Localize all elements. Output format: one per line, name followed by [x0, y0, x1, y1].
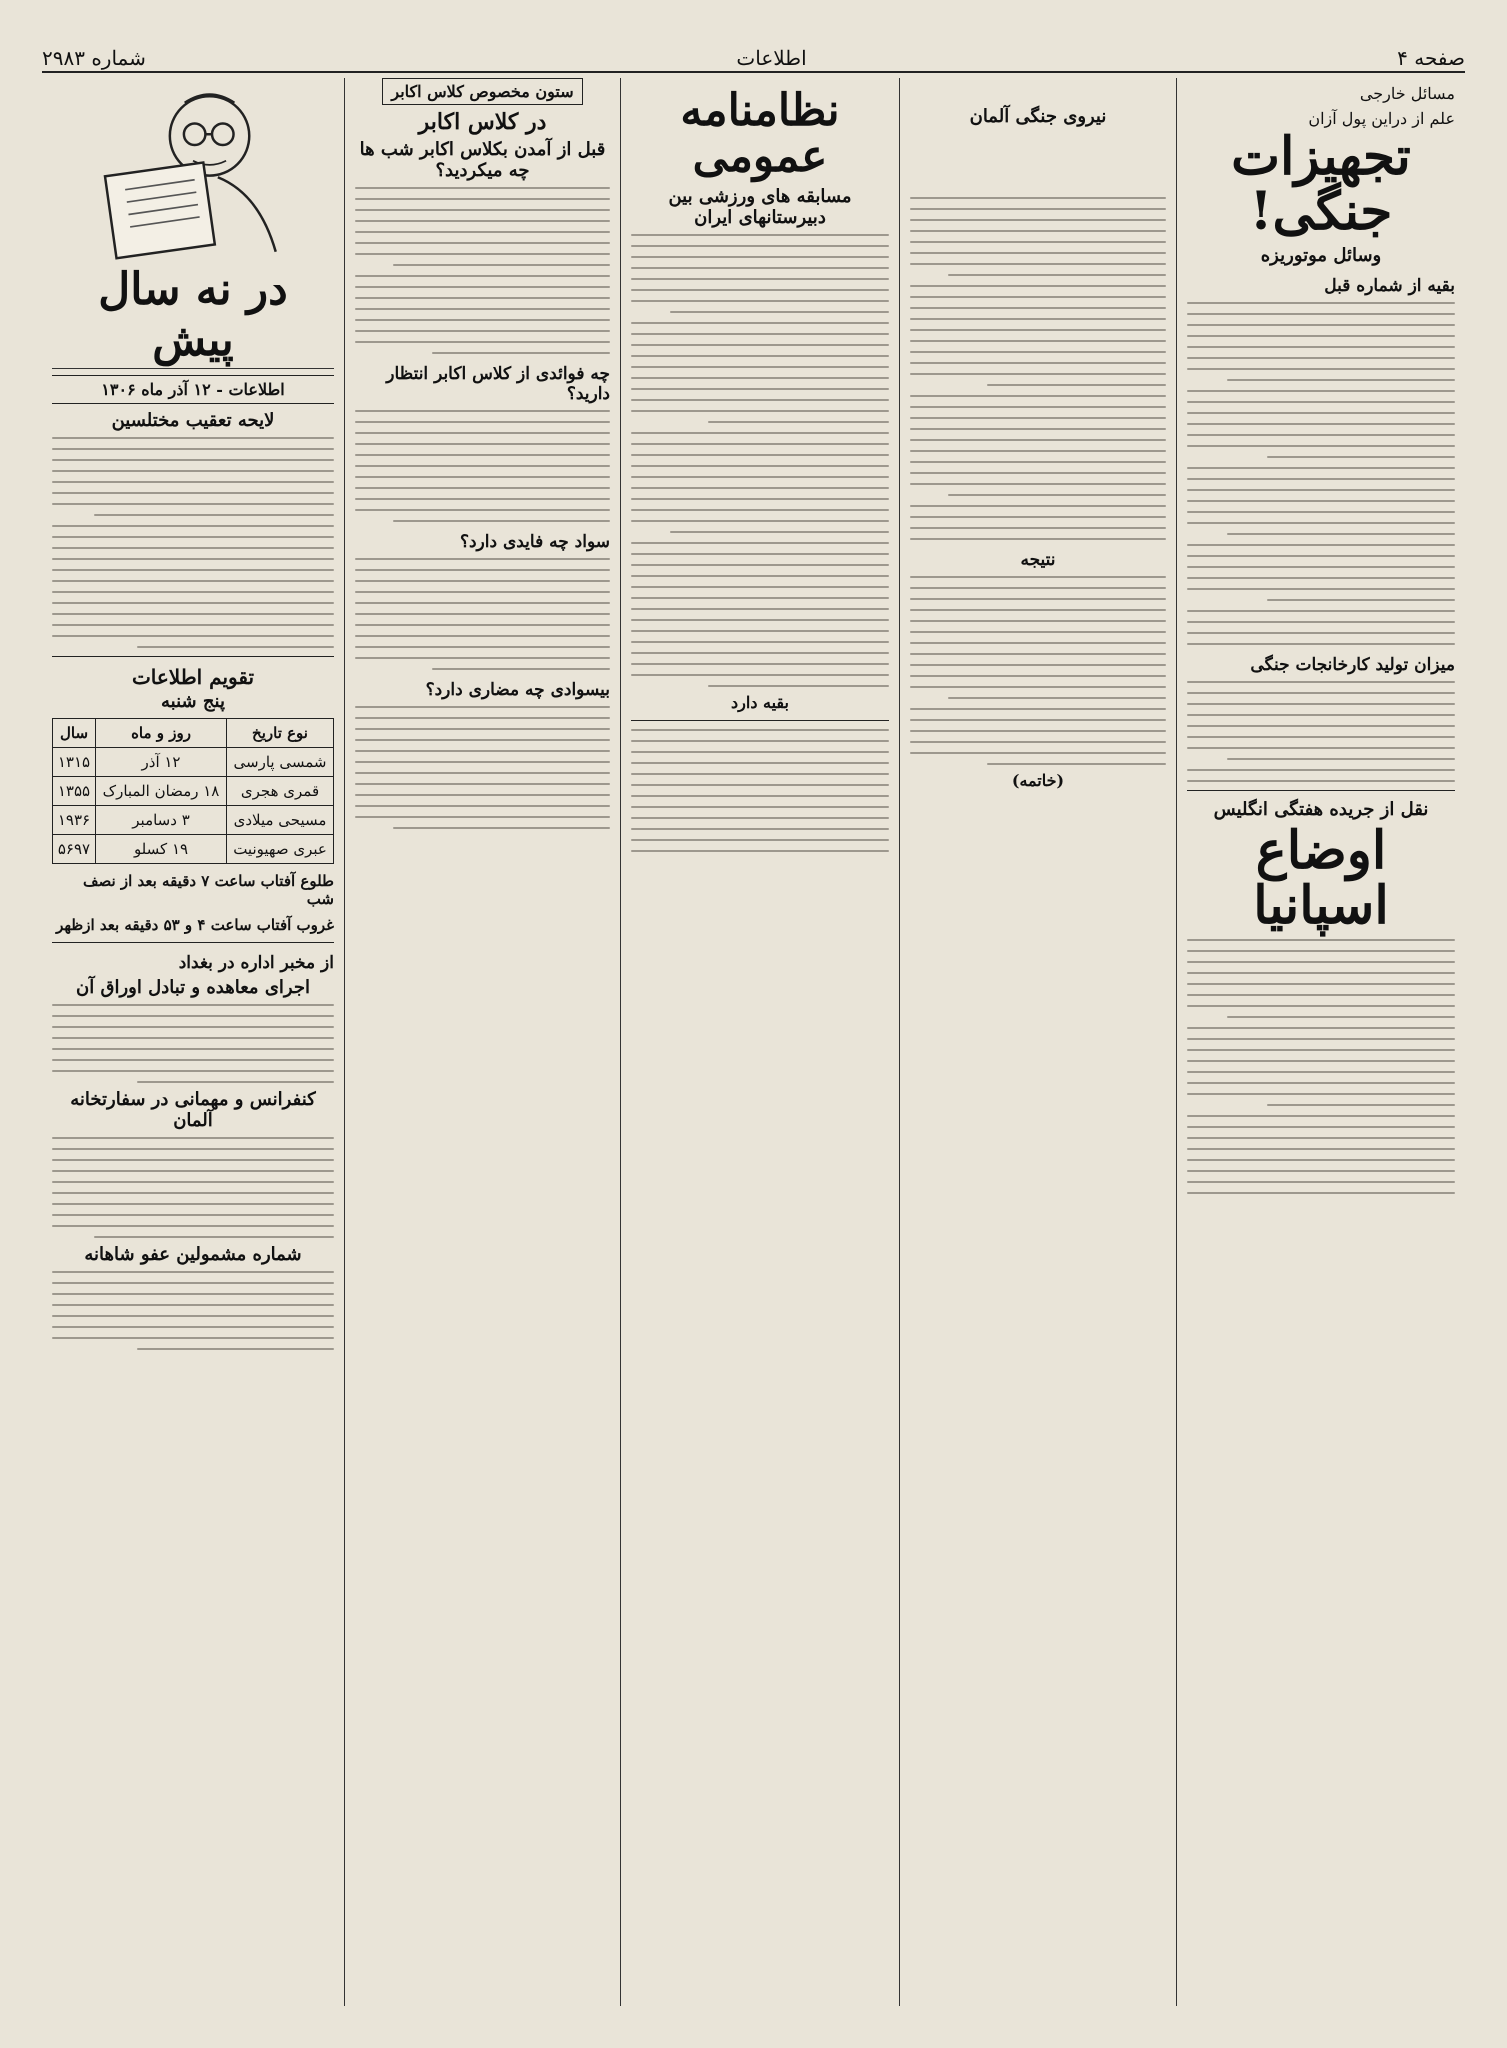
conclusion-body	[910, 576, 1166, 765]
man-reading-newspaper-illustration	[63, 78, 323, 260]
subheading-production: میزان تولید کارخانجات جنگی	[1250, 655, 1455, 676]
calendar-cell: ۱۹ کسلو	[96, 835, 227, 864]
calendar-cell: ۱۸ رمضان المبارک	[96, 777, 227, 806]
continued-note: بقیه از شماره قبل	[1324, 276, 1455, 297]
headline-embezzlers-bill: لایحه تعقیب مختلسین	[111, 410, 275, 431]
spain-continuation	[631, 729, 889, 852]
column-foreign-affairs	[1176, 78, 1465, 2006]
sunset-time: غروب آفتاب ساعت ۴ و ۵۳ دقیقه بعد ازظهر	[56, 916, 334, 934]
calendar-header-day: روز و ماه	[96, 719, 227, 748]
title-nine-years-ago: در نه سال پیش	[98, 264, 288, 366]
headline-war-equipment: تجهیزات جنگی!	[1231, 126, 1411, 242]
headline-spain: اوضاع اسپانیا	[1253, 820, 1389, 936]
article-body-spain	[1187, 939, 1455, 1194]
sunrise-time: طلوع آفتاب ساعت ۷ دقیقه بعد از نصف شب	[82, 872, 334, 908]
column-nine-years-ago	[42, 78, 344, 2006]
table-row	[53, 835, 334, 864]
calendar-header-type: نوع تاریخ	[227, 719, 334, 748]
columns	[42, 78, 1465, 2006]
subheadline-school-sports: مسابقه های ورزشی بین دبیرستانهای ایران	[668, 186, 852, 229]
article-body-conference	[52, 1137, 334, 1238]
section-kicker-2: علم از دراین پول آزان	[1308, 109, 1455, 128]
source-note: نقل از جریده هفتگی انگلیس	[1213, 799, 1429, 821]
question-benefits: چه فوائدی از کلاس اکابر انتظار دارید؟	[386, 364, 610, 404]
article-body-treaty	[52, 1004, 334, 1083]
column-adult-class	[344, 78, 620, 2006]
divider	[52, 942, 334, 943]
article-end: (خاتمه)	[1011, 771, 1065, 790]
issue-number: شماره ۲۹۸۳	[42, 46, 146, 70]
calendar-table	[52, 718, 334, 864]
calendar-cell: ۳ دسامبر	[96, 806, 227, 835]
article-body	[52, 437, 334, 648]
conclusion-heading: نتیجه	[1020, 550, 1056, 570]
answer-literacy	[355, 558, 610, 670]
subheadline-motorized: وسائل موتوریزه	[1260, 245, 1382, 267]
answer-illiteracy	[355, 706, 610, 829]
calendar-cell: شمسی پارسی	[227, 748, 334, 777]
column-german-army	[899, 78, 1176, 2006]
calendar-weekday: پنج شنبه	[161, 691, 225, 712]
answer-benefits	[355, 410, 610, 522]
article-body-pardon	[52, 1271, 334, 1350]
headline-adult-class: در کلاس اکابر	[418, 109, 547, 135]
divider	[631, 720, 889, 721]
divider	[1187, 790, 1455, 791]
page-header	[42, 45, 1465, 73]
calendar-cell: ۵۶۹۷	[53, 835, 96, 864]
headline-treaty: اجرای معاهده و تبادل اوراق آن	[76, 977, 310, 998]
divider	[52, 656, 334, 657]
calendar-title: تقویم اطلاعات	[131, 665, 255, 689]
question-illiteracy: بیسوادی چه مضاری دارد؟	[425, 680, 610, 700]
article-body	[631, 234, 889, 687]
continued-marker: بقیه دارد	[731, 693, 789, 713]
column-sports-regulations	[620, 78, 899, 2006]
illustration	[52, 78, 334, 369]
dateline: اطلاعات - ۱۲ آذر ماه ۱۳۰۶	[52, 375, 334, 404]
section-kicker: مسائل خارجی	[1359, 84, 1455, 103]
page-number: صفحه ۴	[1397, 46, 1465, 70]
calendar-header-row	[53, 719, 334, 748]
article-body	[1187, 302, 1455, 645]
section-baghdad: از مخبر اداره در بغداد	[178, 953, 334, 973]
calendar-cell: ۱۳۱۵	[53, 748, 96, 777]
headline-royal-pardon: شماره مشمولین عفو شاهانه	[84, 1244, 302, 1265]
headline-german-army: نیروی جنگی آلمان	[969, 106, 1107, 127]
article-body-2	[1187, 681, 1455, 782]
table-row	[53, 777, 334, 806]
calendar-cell: عبری صهیونیت	[227, 835, 334, 864]
article-body	[355, 187, 610, 354]
subheadline-evenings: قبل از آمدن بکلاس اکابر شب ها چه میکردید؟	[359, 139, 606, 181]
headline-conference: کنفرانس و مهمانی در سفارتخانه آلمان	[70, 1089, 316, 1131]
calendar-cell: ۱۳۵۵	[53, 777, 96, 806]
table-row	[53, 806, 334, 835]
newspaper-name: اطلاعات	[736, 46, 807, 70]
calendar-cell: ۱۲ آذر	[96, 748, 227, 777]
calendar-cell: مسیحی میلادی	[227, 806, 334, 835]
article-body	[910, 197, 1166, 540]
table-row	[53, 748, 334, 777]
calendar-cell: قمری هجری	[227, 777, 334, 806]
section-box: ستون مخصوص کلاس اکابر	[382, 78, 582, 105]
calendar-header-year: سال	[53, 719, 96, 748]
calendar-cell: ۱۹۳۶	[53, 806, 96, 835]
question-literacy: سواد چه فایدی دارد؟	[459, 532, 610, 552]
headline-general-regulation: نظامنامه عمومی	[680, 85, 840, 183]
